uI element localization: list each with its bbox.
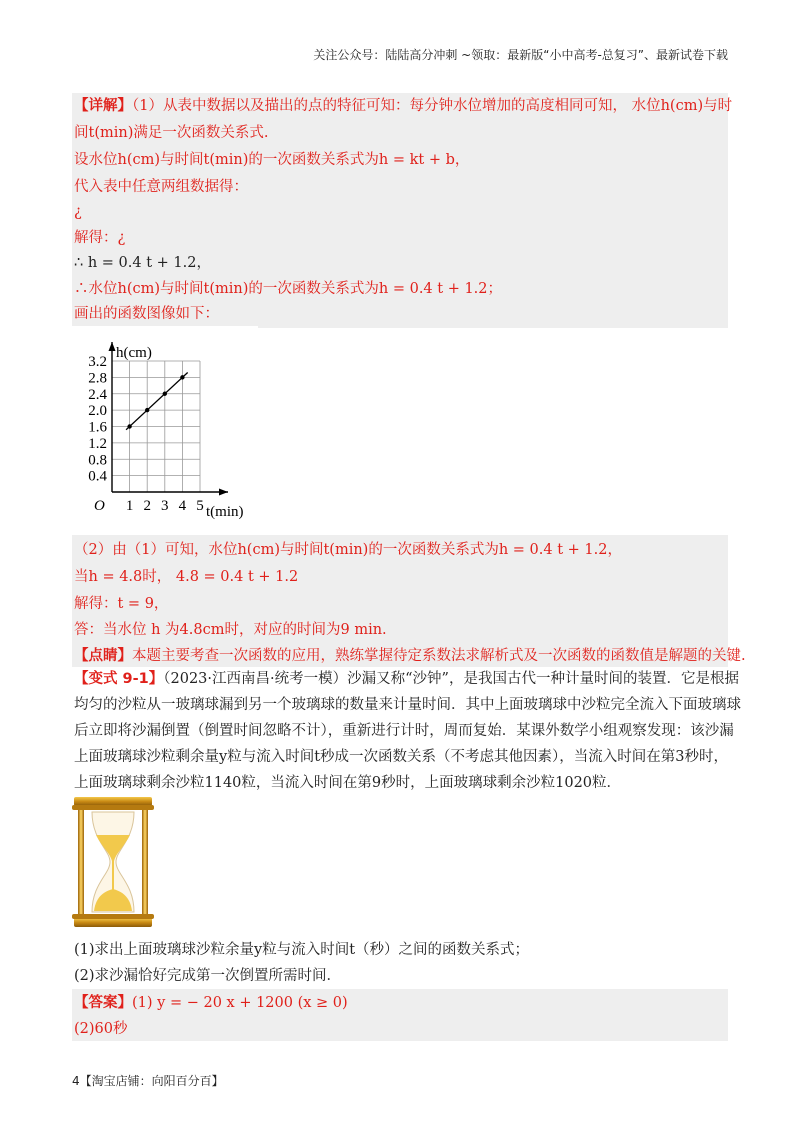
detail-line-8: ∴水位h(cm)与时间t(min)的一次函数关系式为h = 0.4 t + 1.2； [74,281,503,297]
y-axis-arrow [109,342,116,351]
variant-tag: 【变式 9-1】 [74,671,164,687]
variant-text-1: （2023·江西南昌·统考一模）沙漏又称“沙钟”，是我国古代一种计量时间的装置．它是根据 [163,671,739,687]
detail-line-1 [74,96,732,116]
variant-line-4: 上面玻璃球沙粒剩余量y粒与流入时间t秒成一次函数关系（不考虑其他因素），当流入时间在第3秒时， [74,749,728,765]
y-tick-label: 2.4 [88,386,107,403]
y-tick-label: 3.2 [88,354,107,370]
answer-text-1: (1) y = − 20 x + 1200 (x ≥ 0) [132,995,348,1011]
variant-line-2: 均匀的沙粒从一玻璃球漏到另一个玻璃球的数量来计量时间．其中上面玻璃球中沙粒完全流入下面玻璃球 [74,697,741,713]
origin-label: O [94,498,105,514]
y-axis-label: h(cm) [116,345,152,361]
comment-text: 本题主要考查一次函数的应用，熟练掌握待定系数法求解析式及一次函数的函数值是解题的关键. [132,648,746,664]
question-1: (1)求出上面玻璃球沙粒余量y粒与流入时间t（秒）之间的函数关系式； [74,942,530,958]
part2-line-3: 解得：t = 9， [74,596,169,612]
x-tick-label: 1 [125,498,134,514]
x-tick-label: 2 [143,498,151,514]
variant-line-3: 后立即将沙漏倒置（倒置时间忽略不计），重新进行计时，周而复始．某课外数学小组观察发现：该沙漏 [74,723,734,739]
data-point [180,375,184,379]
series-line [126,372,188,429]
function-graph [72,326,258,526]
part2-line-1: （2）由（1）可知，水位h(cm)与时间t(min)的一次函数关系式为h = 0.4 t + 1.2， [74,542,622,558]
y-tick-label: 2.0 [88,403,107,420]
comment-tag: 【点睛】 [74,648,132,664]
x-axis-label: t(min) [206,504,244,520]
page-header: 关注公众号：陆陆高分冲刺 ~领取：最新版“小中高考-总复习”、最新试卷下载 [313,48,728,62]
hourglass-image [72,795,154,929]
x-tick-label: 3 [161,498,169,514]
detail-line-3: 设水位h(cm)与时间t(min)的一次函数关系式为h = kt + b， [74,152,470,168]
x-axis-arrow [219,489,228,496]
part2-line-2: 当h = 4.8时， 4.8 = 0.4 t + 1.2 [74,569,299,585]
data-point [163,392,167,396]
y-tick-label: 0.8 [88,452,107,469]
answer-line-2: (2)60秒 [74,1021,128,1037]
question-2: (2)求沙漏恰好完成第一次倒置所需时间． [74,968,342,984]
data-point [145,408,149,412]
x-tick-label: 5 [196,498,204,514]
y-tick-label: 1.2 [88,435,107,452]
answer-line-1 [74,993,348,1013]
answer-tag: 【答案】 [74,995,132,1011]
function-graph-svg [72,326,258,526]
detail-line-2: 间t(min)满足一次函数关系式. [74,125,269,141]
page-footer: 4【淘宝店铺：向阳百分百】 [72,1074,224,1088]
chart-axes [109,342,229,496]
variant-line-5: 上面玻璃球剩余沙粒1140粒，当流入时间在第9秒时，上面玻璃球剩余沙粒1020粒． [74,775,622,791]
chart-grid [112,361,200,492]
part2-line-4: 答：当水位 h 为4.8cm时，对应的时间为9 min. [74,622,387,638]
detail-tag: 【详解】 [74,98,132,114]
x-tick-label: 4 [178,498,187,514]
chart-marks [126,372,188,429]
detail-line-7: ∴ h = 0.4 t + 1.2， [74,255,211,271]
variant-line-1 [74,669,739,689]
comment-line [74,646,746,666]
detail-line-9: 画出的函数图像如下： [74,306,219,322]
y-tick-label: 1.6 [88,419,107,436]
detail-line-4: 代入表中任意两组数据得： [74,179,248,195]
detail-line-6: 解得：¿ [74,230,126,246]
y-tick-label: 2.8 [88,370,107,387]
detail-line-5: ¿ [74,204,82,220]
y-tick-label: 0.4 [88,468,107,485]
hourglass-icon [72,795,154,929]
detail-text-1: （1）从表中数据以及描出的点的特征可知：每分钟水位增加的高度相同可知， 水位h(cm)与时 [132,98,733,114]
data-point [127,424,131,428]
